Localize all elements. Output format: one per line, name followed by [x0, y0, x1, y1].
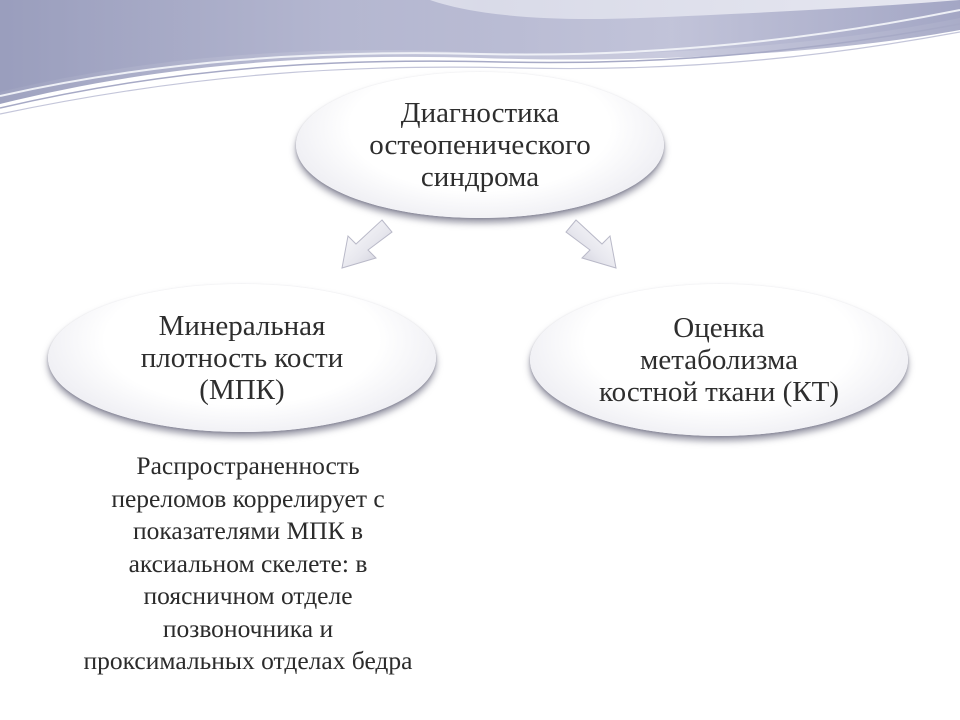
bone-metabolism-node — [530, 284, 908, 436]
bone-density-node-label: Минеральная плотность кости (МПК) — [140, 310, 344, 406]
diagnosis-node — [296, 72, 664, 218]
bone-density-node — [48, 284, 436, 432]
down-right-arrow-icon — [562, 214, 634, 274]
diagnosis-node-label: Диагностика остеопенического синдрома — [369, 97, 591, 193]
bone-metabolism-node-label: Оценка метаболизма костной ткани (КТ) — [598, 312, 840, 408]
down-left-arrow-icon — [324, 214, 396, 274]
fracture-correlation-note: Распространенность переломов коррелирует с показателями МПК в аксиальном скелете: в поясничном отделе позвоночника и проксимальных отделах бедра — [83, 451, 413, 675]
